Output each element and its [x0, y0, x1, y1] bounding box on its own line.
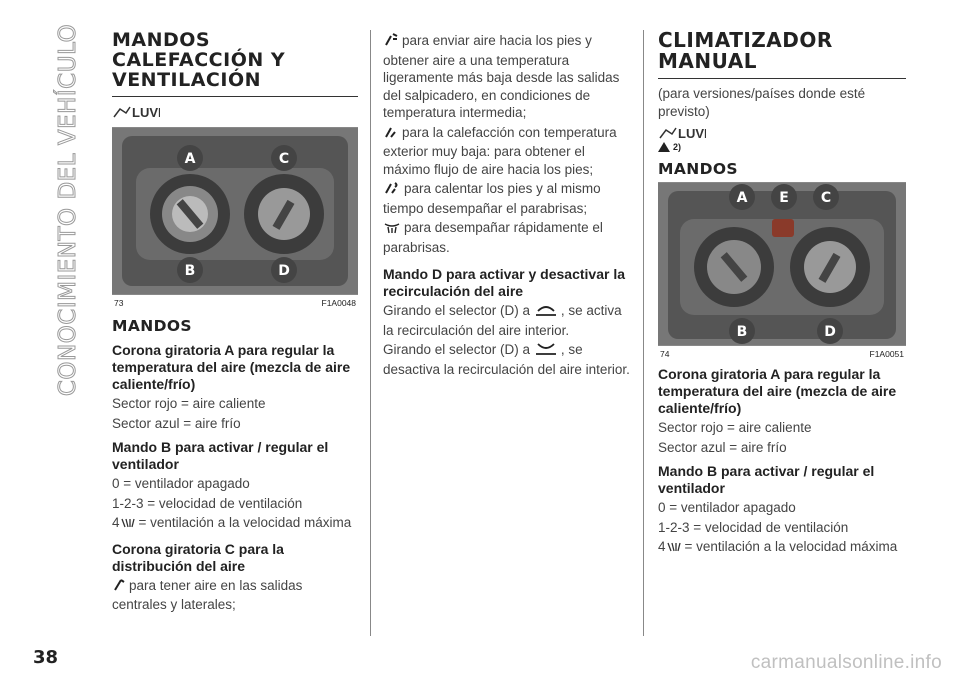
- text-line: 1-2-3 = velocidad de ventilación: [658, 519, 849, 535]
- text-fragment: para enviar aire hacia los pies y obtener aire a una temperatura ligeramente más baja desde las salidas del salpicadero, en condiciones de temperatura intermedia;: [383, 33, 620, 120]
- callout-letter: E: [779, 190, 789, 206]
- speed-number: 4: [658, 539, 666, 554]
- block-heading: Mando B para activar / regular el ventilador: [112, 439, 329, 472]
- car-version-icon: [658, 124, 906, 142]
- text-fragment: , se activa la recirculación del aire interior.: [383, 303, 622, 338]
- text-line: [112, 577, 358, 614]
- section-heading: MANDOS: [112, 317, 192, 335]
- callout-letter: B: [736, 324, 748, 340]
- text-line: 0 = ventilador apagado: [112, 476, 250, 491]
- title-line: MANDOS: [112, 29, 211, 51]
- title-line: CALEFACCIÓN Y: [112, 49, 286, 71]
- recirculation-off-icon: [534, 342, 558, 361]
- text-fragment: , se desactiva la recirculación del aire interior.: [383, 342, 630, 377]
- heading-climatizador-manual: [658, 30, 906, 79]
- text-fragment: para calentar los pies y al mismo tiempo desempañar el parabrisas;: [383, 181, 601, 216]
- block-heading: Mando B para activar / regular el ventilador: [658, 463, 875, 496]
- max-fan-icon: [120, 516, 136, 534]
- block-heading: Corona giratoria A para regular la temperatura del aire (mezcla de aire caliente/frío): [112, 342, 351, 392]
- face-vent-icon: [112, 578, 126, 597]
- text-line: Sector azul = aire frío: [112, 415, 241, 431]
- feet-vent-icon: [383, 33, 399, 52]
- block-heading: Corona giratoria A para regular la temperatura del aire (mezcla de aire caliente/frío): [658, 366, 897, 416]
- callout-letter: A: [736, 190, 748, 206]
- text-line: Sector azul = aire frío: [658, 439, 787, 455]
- callout-letter: C: [278, 151, 290, 167]
- text-fragment: = ventilación a la velocidad máxima: [684, 539, 898, 554]
- distribution-item: [383, 124, 631, 179]
- text-line: [658, 538, 906, 558]
- figure-74: [658, 182, 906, 359]
- note-ref: 2): [673, 142, 682, 152]
- feet-icon: [383, 125, 399, 144]
- column-1: [112, 30, 358, 616]
- text-fragment: para la calefacción con temperatura exterior muy baja: para obtener el máximo flujo de aire hacia los pies;: [383, 124, 617, 177]
- callout-letter: D: [278, 263, 290, 279]
- distribution-item: [383, 219, 631, 256]
- section-side-title: [48, 23, 88, 397]
- callout-letter: B: [184, 263, 196, 279]
- block-heading: Corona giratoria C para la distribución del aire: [112, 540, 284, 574]
- callout-letter: D: [824, 324, 836, 340]
- column-divider: [370, 30, 371, 636]
- text-fragment: para tener aire en las salidas centrales y laterales;: [112, 577, 303, 612]
- title-line: CLIMATIZADOR: [658, 28, 833, 52]
- car-version-icon: [112, 103, 358, 123]
- text-fragment: = ventilación a la velocidad máxima: [138, 515, 352, 530]
- block-heading: Mando D para activar y desactivar la recirculación del aire: [383, 266, 625, 299]
- text-line: 0 = ventilador apagado: [658, 500, 796, 515]
- max-fan-icon: [666, 540, 682, 558]
- recirculation-on-icon: [534, 303, 558, 322]
- subtitle: (para versiones/países donde esté previsto): [658, 86, 866, 119]
- figure-73: [112, 127, 358, 308]
- warning-icon: [658, 142, 670, 154]
- hvac-panel-image: [112, 128, 358, 294]
- heading-mandos-calefaccion: [112, 30, 358, 97]
- figure-code: F1A0051: [869, 349, 904, 359]
- hvac-panel-image: [658, 183, 906, 345]
- page-number: 38: [33, 647, 59, 668]
- section-heading: MANDOS: [658, 160, 738, 178]
- title-line: VENTILACIÓN: [112, 69, 261, 91]
- speed-number: 4: [112, 515, 120, 530]
- footer-watermark: carmanualsonline.info: [750, 652, 942, 673]
- text-line: Sector rojo = aire caliente: [658, 420, 812, 435]
- defrost-icon: [383, 221, 401, 239]
- distribution-item: [383, 32, 631, 122]
- text-fragment: para desempañar rápidamente el parabrisas.: [383, 220, 603, 255]
- figure-code: F1A0048: [321, 298, 356, 308]
- text-line: 1-2-3 = velocidad de ventilación: [112, 495, 303, 511]
- feet-defrost-icon: [383, 181, 401, 200]
- warning-note: [658, 142, 906, 156]
- side-title-text: CONOCIMIENTO DEL VEHÍCULO: [55, 23, 81, 397]
- text-line: Sector rojo = aire caliente: [112, 396, 266, 411]
- svg-text:LUVI: LUVI: [132, 105, 160, 120]
- column-2: [383, 30, 631, 380]
- text-line: [112, 514, 358, 534]
- text-paragraph: [383, 341, 631, 378]
- distribution-item: [383, 180, 631, 217]
- text-fragment: Girando el selector (D) a: [383, 342, 531, 357]
- callout-letter: A: [184, 151, 196, 167]
- callout-letter: C: [820, 190, 832, 206]
- svg-text:LUVI: LUVI: [678, 126, 706, 141]
- text-fragment: Girando el selector (D) a: [383, 303, 531, 318]
- column-divider: [643, 30, 644, 636]
- title-line: MANUAL: [658, 49, 757, 73]
- figure-number: 74: [660, 349, 670, 359]
- text-paragraph: [383, 302, 631, 339]
- column-3: [658, 30, 906, 560]
- figure-number: 73: [114, 298, 124, 308]
